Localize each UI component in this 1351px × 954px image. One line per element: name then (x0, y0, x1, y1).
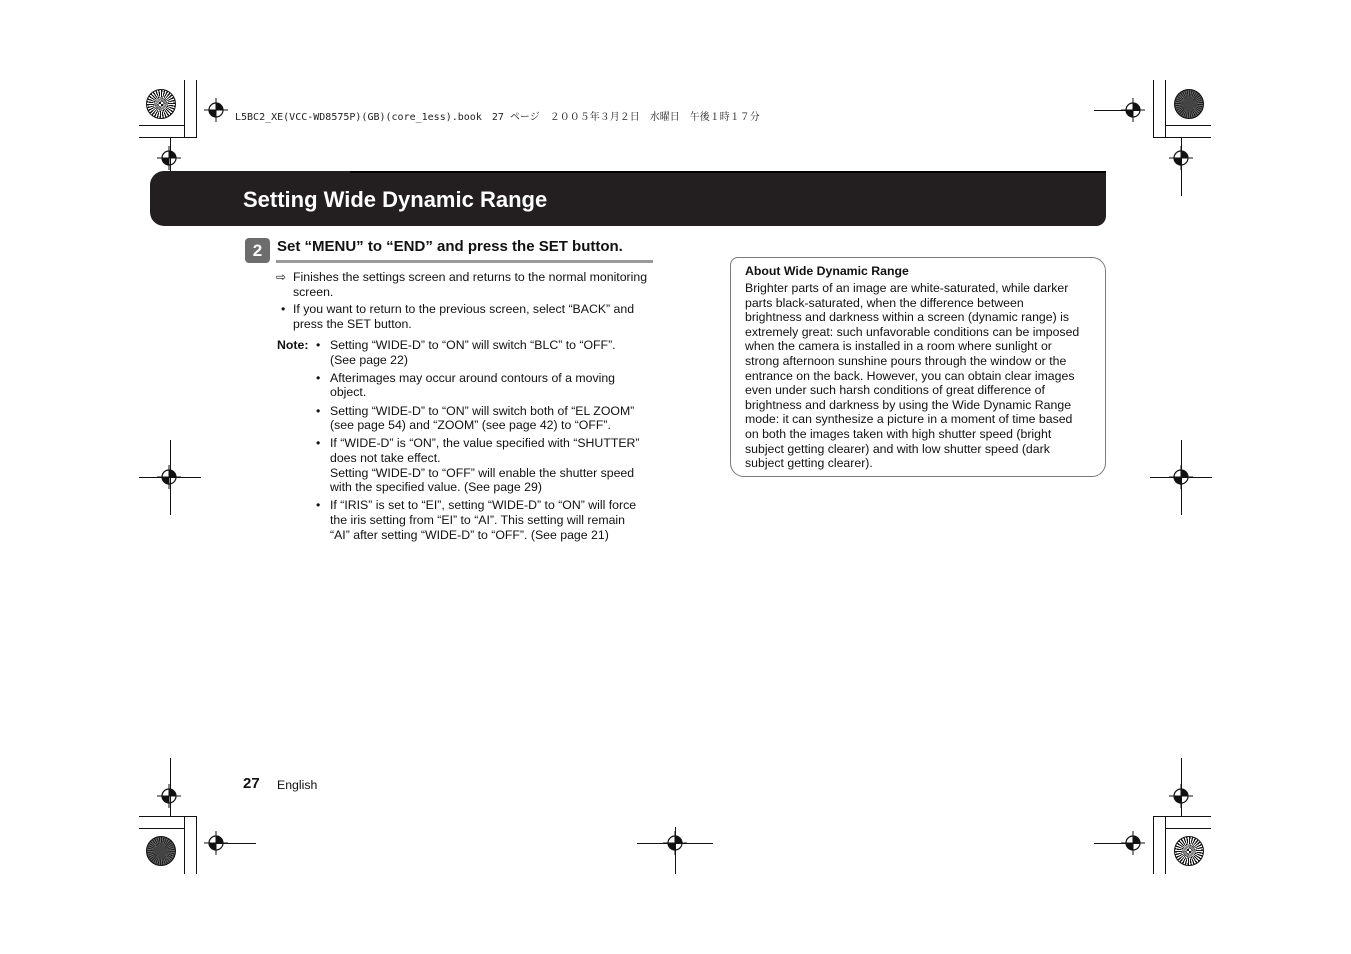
bullet-icon: • (281, 302, 286, 316)
about-line: parts black-saturated, when the difference between (745, 295, 1024, 310)
color-registration-rosette-icon (146, 836, 176, 866)
about-line: extremely great: such unfavorable conditions can be imposed (745, 324, 1080, 339)
note-list (316, 338, 656, 546)
note-item (316, 371, 656, 400)
about-line: when the camera is installed in a room where sunlight or (745, 339, 1052, 354)
page-title: Setting Wide Dynamic Range (243, 187, 548, 212)
note-line: (See page 22) (330, 352, 408, 367)
note-item (316, 498, 656, 542)
note-line: object. (330, 385, 367, 400)
crop-mark (1165, 80, 1166, 138)
crop-mark (1181, 138, 1182, 196)
bullet-icon: • (316, 436, 321, 451)
crop-mark (1165, 828, 1211, 829)
crop-mark (1181, 758, 1182, 816)
crop-mark (675, 827, 676, 874)
print-header: L5BC2_XE(VCC-WD8575P)(GB)(core_1ess).book 27 ページ ２００５年３月２日 水曜日 午後１時１７分 (235, 112, 760, 123)
result-arrow-icon: ⇨ (276, 270, 287, 284)
about-line: subject getting clearer). (745, 456, 873, 471)
note-line: Setting “WIDE-D” to “ON” will switch “BLC” to “OFF”. (330, 338, 616, 352)
note-line: If “WIDE-D” is “ON”, the value specified with “SHUTTER” (330, 436, 640, 451)
crop-mark (139, 125, 185, 126)
crop-mark (196, 80, 197, 138)
crop-mark (196, 816, 197, 874)
about-line: entrance on the back. However, you can obtain clear images (745, 368, 1075, 383)
about-line: brightness and darkness within a screen (dynamic range) is (745, 310, 1069, 325)
crop-mark (1165, 816, 1166, 874)
note-line: with the specified value. (See page 29) (330, 480, 542, 495)
note-item (316, 436, 656, 494)
registration-crosshair-icon (204, 98, 228, 122)
about-line: on both the images taken with high shutter speed (bright (745, 426, 1052, 441)
about-line: brightness and darkness by using the Wide Dynamic Range (745, 397, 1072, 412)
crop-mark (1181, 440, 1182, 515)
bullet-icon: • (316, 370, 321, 385)
bullet-icon: • (316, 338, 321, 352)
step-number-badge: 2 (245, 238, 270, 263)
note-item (316, 404, 656, 433)
about-body (745, 281, 1095, 471)
note-label: Note: (277, 338, 309, 352)
title-bar (150, 171, 1106, 226)
crop-mark (184, 816, 185, 874)
bullet-icon: • (316, 498, 321, 513)
step-heading: Set “MENU” to “END” and press the SET button. (277, 238, 623, 255)
page-number: 27 (243, 775, 260, 792)
crop-mark (1094, 843, 1140, 844)
note-line: Afterimages may occur around contours of a moving (330, 370, 616, 385)
about-box (730, 257, 1106, 477)
about-line: subject getting clearer) and with low shutter speed (dark (745, 441, 1050, 456)
page-language: English (277, 778, 318, 792)
crop-mark (139, 816, 197, 817)
note-line: Setting “WIDE-D” to “ON” will switch both of “EL ZOOM” (330, 403, 635, 418)
crop-mark (1153, 816, 1154, 874)
about-line: strong afternoon sunshine pours through the window or the (745, 353, 1067, 368)
note-line: does not take effect. (330, 450, 441, 465)
crop-mark (139, 137, 197, 138)
note-item (316, 338, 656, 367)
note-line: (see page 54) and “ZOOM” (see page 42) to “OFF”. (330, 418, 611, 433)
color-registration-rosette-icon (146, 89, 176, 119)
note-line: the iris setting from “EI” to “AI”. This setting will remain (330, 512, 625, 527)
note-line: If “IRIS” is set to “EI”, setting “WIDE-D” to “ON” will force (330, 498, 637, 513)
about-title: About Wide Dynamic Range (745, 264, 909, 278)
crop-mark (170, 758, 171, 816)
result-text: Finishes the settings screen and returns to the normal monitoring screen. (293, 270, 648, 299)
crop-mark (1153, 816, 1211, 817)
crop-mark (1153, 137, 1211, 138)
crop-mark (1165, 125, 1211, 126)
registration-crosshair-icon (157, 146, 181, 170)
color-registration-rosette-icon (1174, 836, 1204, 866)
crop-mark (139, 828, 185, 829)
color-registration-rosette-icon (1174, 89, 1204, 119)
bullet-icon: • (316, 403, 321, 418)
crop-mark (184, 80, 185, 138)
note-line: “AI” after setting “WIDE-D” to “OFF”. (See page 21) (330, 527, 609, 542)
about-line: mode: it can synthesize a picture in a moment of time based (745, 412, 1073, 427)
step-divider (276, 260, 653, 263)
about-line: Brighter parts of an image are white-saturated, while darker (745, 281, 1069, 295)
crop-mark (170, 440, 171, 515)
crop-mark (1094, 110, 1140, 111)
about-line: even under such harsh conditions of great difference of (745, 383, 1045, 398)
note-line: Setting “WIDE-D” to “OFF” will enable the shutter speed (330, 465, 635, 480)
crop-mark (210, 843, 256, 844)
registration-crosshair-icon (157, 784, 181, 808)
crop-mark (1153, 80, 1154, 138)
step-bullet-text: If you want to return to the previous screen, select “BACK” and press the SET button. (293, 302, 635, 331)
